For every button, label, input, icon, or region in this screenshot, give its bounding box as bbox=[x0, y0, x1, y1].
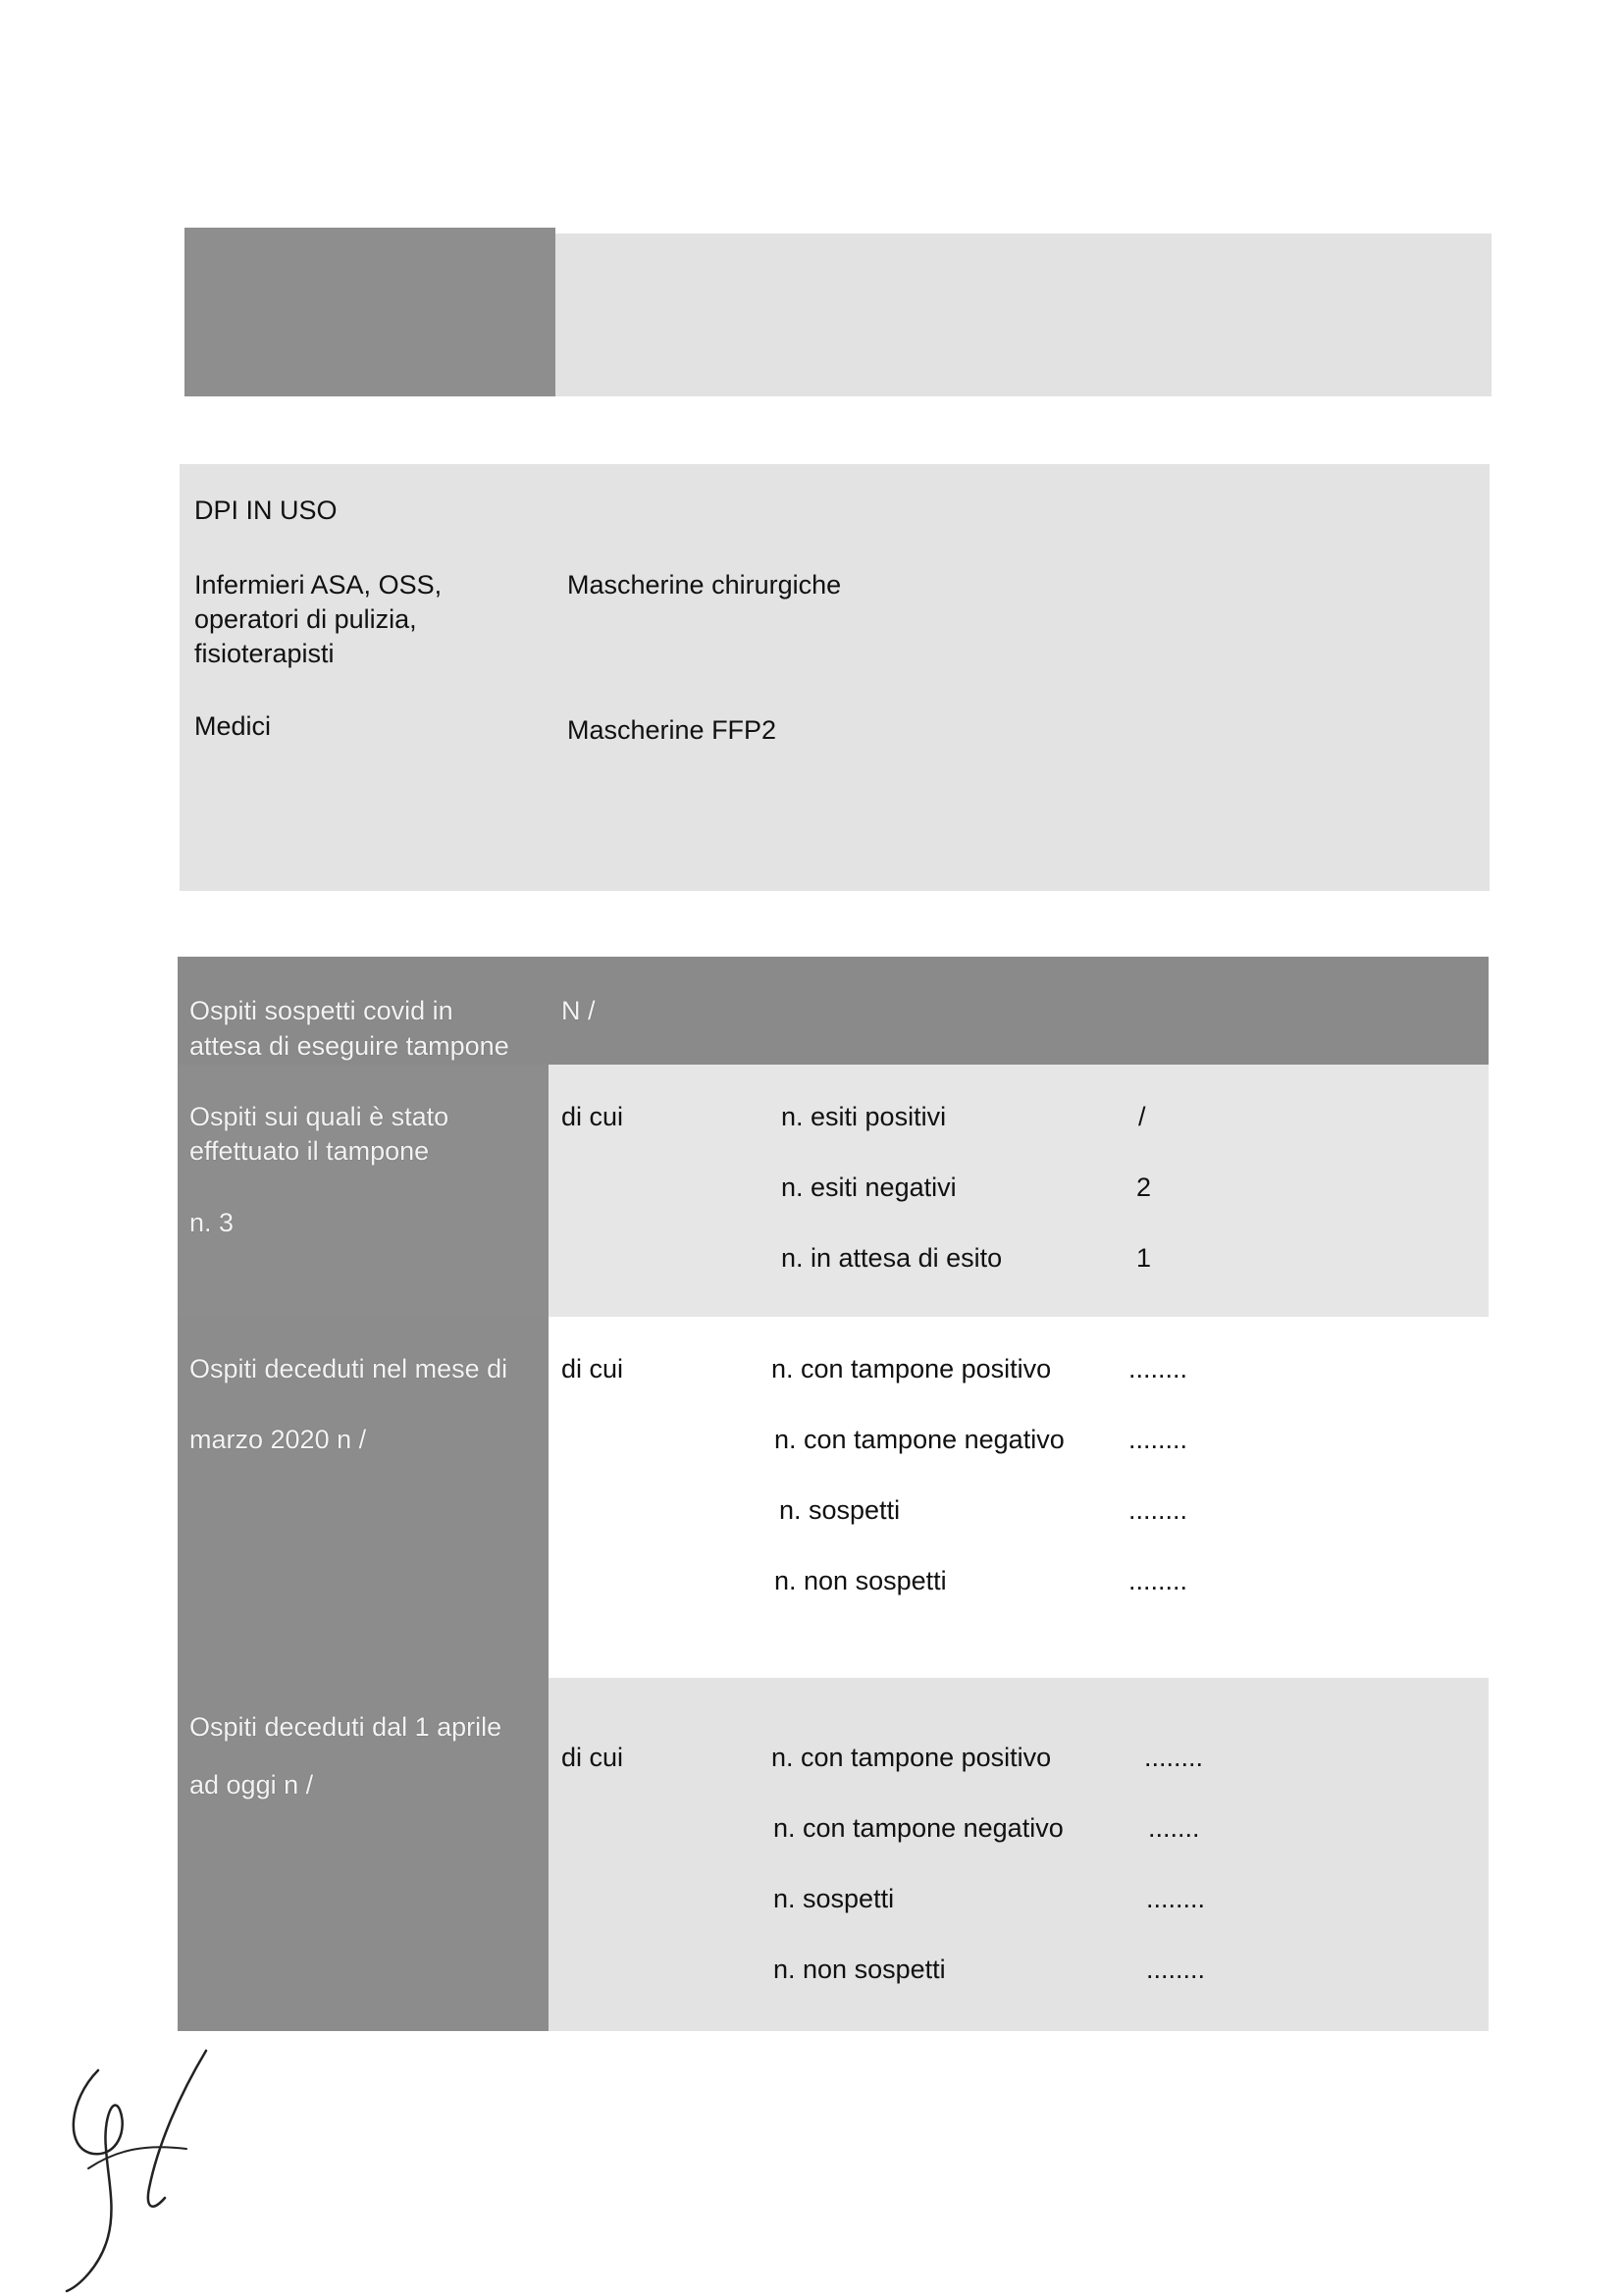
dpi-section bbox=[180, 464, 1490, 891]
deaths-march-item-label: n. non sospetti bbox=[774, 1566, 947, 1595]
swabbed-item-value: / bbox=[1138, 1102, 1146, 1131]
deaths-march-item-value: ........ bbox=[1128, 1425, 1188, 1454]
dpi-role-line: fisioterapisti bbox=[194, 639, 335, 668]
deaths-april-item-value: ........ bbox=[1146, 1884, 1206, 1913]
deaths-april-item-value: ........ bbox=[1146, 1955, 1206, 1984]
deaths-march-label-line: Ospiti deceduti nel mese di bbox=[189, 1354, 508, 1383]
swabbed-label-line: effettuato il tampone bbox=[189, 1136, 430, 1166]
swabbed-label-line: Ospiti sui quali è stato bbox=[189, 1102, 449, 1131]
deaths-march-item-label: n. con tampone negativo bbox=[774, 1425, 1065, 1454]
dpi-item: Mascherine chirurgiche bbox=[567, 570, 842, 600]
deaths-april-item-value: ........ bbox=[1144, 1743, 1204, 1772]
swabbed-item-label: n. in attesa di esito bbox=[781, 1243, 1003, 1273]
deaths-march-of-which: di cui bbox=[561, 1354, 624, 1383]
swabbed-item-value: 1 bbox=[1136, 1243, 1152, 1273]
deaths-april-item-value: ....... bbox=[1148, 1813, 1200, 1843]
suspected-label-line: Ospiti sospetti covid in bbox=[189, 996, 453, 1025]
dpi-title: DPI IN USO bbox=[194, 496, 338, 525]
suspected-label-line: attesa di eseguire tampone bbox=[189, 1031, 509, 1061]
deaths-march-item-value: ........ bbox=[1128, 1354, 1188, 1383]
deaths-march-item-label: n. sospetti bbox=[779, 1495, 901, 1525]
deaths-april-item-label: n. non sospetti bbox=[773, 1955, 946, 1984]
dpi-item: Mascherine FFP2 bbox=[567, 715, 777, 745]
deaths-april-label-line: Ospiti deceduti dal 1 aprile bbox=[189, 1712, 502, 1742]
deaths-april-detail-cell bbox=[549, 1678, 1489, 2031]
deaths-march-item-label: n. con tampone positivo bbox=[771, 1354, 1052, 1383]
top-block-dark-cell bbox=[184, 228, 555, 396]
deaths-april-item-label: n. sospetti bbox=[773, 1884, 895, 1913]
swabbed-count: n. 3 bbox=[189, 1208, 235, 1237]
swabbed-item-label: n. esiti negativi bbox=[781, 1173, 957, 1202]
deaths-march-item-value: ........ bbox=[1128, 1495, 1188, 1525]
swabbed-item-label: n. esiti positivi bbox=[781, 1102, 947, 1131]
dpi-role-line: Medici bbox=[194, 711, 272, 741]
deaths-april-item-label: n. con tampone negativo bbox=[773, 1813, 1064, 1843]
handwritten-signature bbox=[59, 2041, 226, 2296]
dpi-role-line: Infermieri ASA, OSS, bbox=[194, 570, 443, 600]
deaths-march-item-value: ........ bbox=[1128, 1566, 1188, 1595]
swabbed-of-which: di cui bbox=[561, 1102, 624, 1131]
deaths-april-of-which: di cui bbox=[561, 1743, 624, 1772]
deaths-april-item-label: n. con tampone positivo bbox=[771, 1743, 1052, 1772]
swabbed-detail-cell bbox=[549, 1065, 1489, 1317]
top-block-light-cell bbox=[555, 234, 1492, 396]
dpi-role-line: operatori di pulizia, bbox=[194, 604, 417, 634]
suspected-value: N / bbox=[561, 996, 596, 1025]
swabbed-item-value: 2 bbox=[1136, 1173, 1152, 1202]
deaths-march-label-line: marzo 2020 n / bbox=[189, 1425, 367, 1454]
deaths-april-label-line: ad oggi n / bbox=[189, 1770, 314, 1800]
